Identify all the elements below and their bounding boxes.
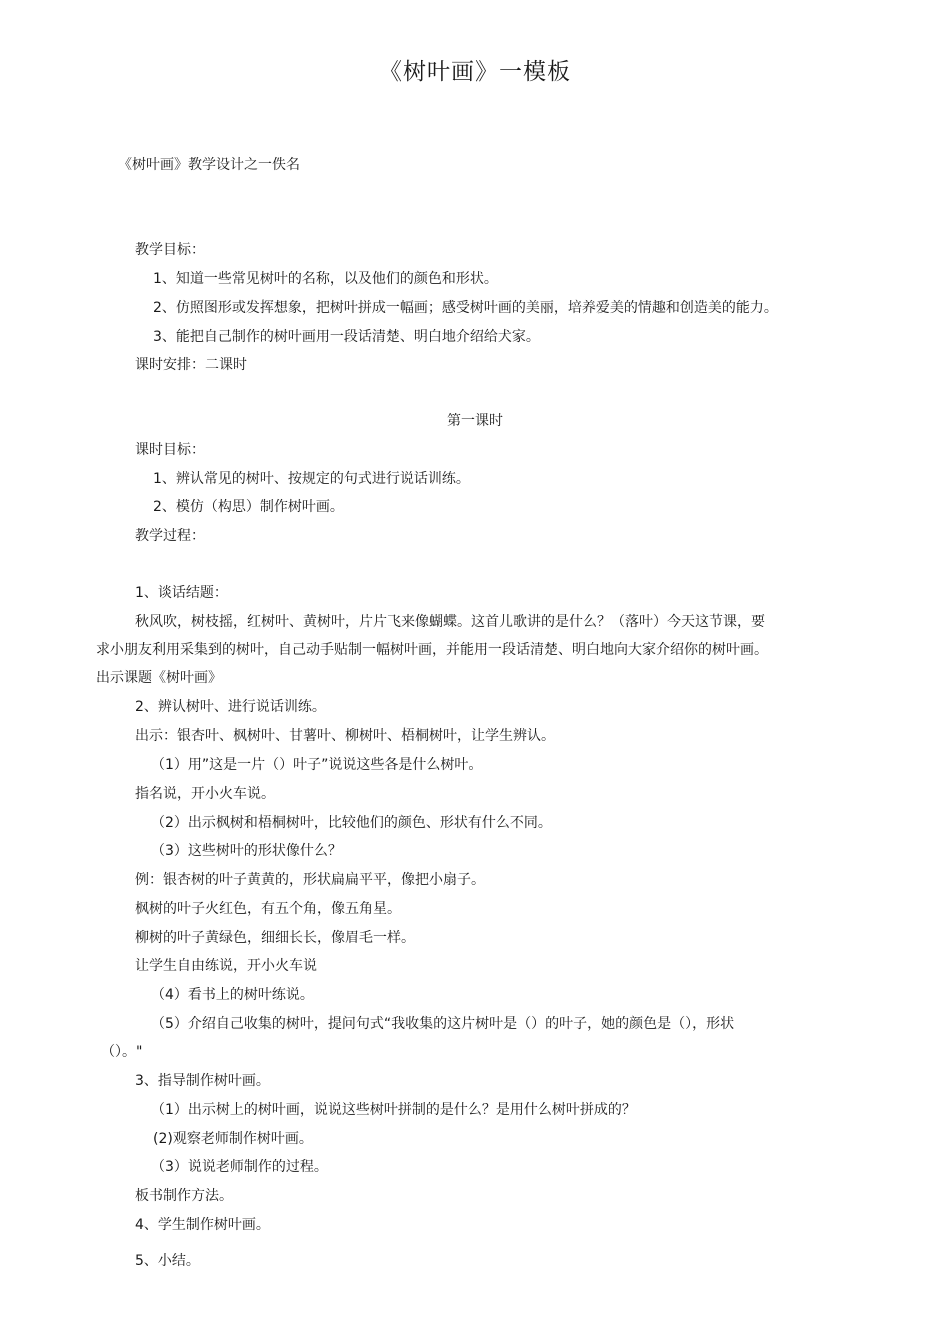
sub-item: （4）看书上的树叶练说。 (151, 987, 314, 1003)
sub-item: （2）出示枫树和梧桐树叶，比较他们的颜色、形状有什么不同。 (151, 815, 552, 831)
sub-item: （1）用”这是一片（）叶子”说说这些各是什么树叶。 (151, 757, 483, 773)
paragraph-line: 板书制作方法。 (135, 1188, 233, 1204)
section-heading-process: 教学过程： (135, 528, 205, 544)
paragraph-line: 秋风吹，树枝摇，红树叶、黄树叶，片片飞来像蝴蝶。这首儿歌讲的是什么？（落叶）今天这节课，要 (135, 614, 765, 630)
goal-item-1: 1、知道一些常见树叶的名称，以及他们的颜色和形状。 (153, 271, 498, 287)
step-5-heading: 5、小结。 (135, 1253, 200, 1269)
step-4-heading: 4、学生制作树叶画。 (135, 1217, 270, 1233)
sub-item: (2)观察老师制作树叶画。 (153, 1131, 313, 1147)
paragraph-line: 枫树的叶子火红色，有五个角，像五角星。 (135, 901, 401, 917)
lesson-goal-2: 2、模仿（构思）制作树叶画。 (153, 499, 344, 515)
sub-item: （5）介绍自己收集的树叶，提问句式“我收集的这片树叶是（）的叶子，她的颜色是（），形状 (151, 1016, 735, 1032)
paragraph-line: 让学生自由练说，开小火车说 (135, 958, 317, 974)
lesson-heading: 第一课时 (447, 413, 503, 429)
document-title: 《树叶画》一模板 (379, 59, 571, 85)
paragraph-line: 柳树的叶子黄绿色，细细长长，像眉毛一样。 (135, 930, 415, 946)
paragraph-line: （）。" (101, 1044, 143, 1060)
sub-item: （3）这些树叶的形状像什么？ (151, 843, 342, 859)
step-1-heading: 1、谈话结题： (135, 585, 228, 601)
sub-item: （3）说说老师制作的过程。 (151, 1159, 328, 1175)
goal-item-3: 3、能把自己制作的树叶画用一段话清楚、明白地介绍给犬家。 (153, 329, 540, 345)
section-heading-teaching-goals: 教学目标： (135, 242, 205, 258)
paragraph-line: 出示：银杏叶、枫树叶、甘薯叶、柳树叶、梧桐树叶，让学生辨认。 (135, 728, 555, 744)
paragraph-line: 出示课题《树叶画》 (96, 670, 222, 686)
document-subtitle: 《树叶画》教学设计之一佚名 (118, 157, 300, 173)
lesson-goal-1: 1、辨认常见的树叶、按规定的句式进行说话训练。 (153, 471, 470, 487)
paragraph-line: 指名说，开小火车说。 (135, 786, 275, 802)
step-2-heading: 2、辨认树叶、进行说话训练。 (135, 699, 326, 715)
schedule-line: 课时安排：二课时 (135, 357, 247, 373)
sub-item: （1）出示树上的树叶画，说说这些树叶拼制的是什么？是用什么树叶拼成的？ (151, 1102, 636, 1118)
paragraph-line: 求小朋友利用采集到的树叶，自己动手贴制一幅树叶画，并能用一段话清楚、明白地向大家介绍你的树叶画。 (96, 642, 768, 658)
step-3-heading: 3、指导制作树叶画。 (135, 1073, 270, 1089)
section-heading-lesson-goals: 课时目标： (135, 442, 205, 458)
goal-item-2: 2、仿照图形或发挥想象，把树叶拼成一幅画；感受树叶画的美丽，培养爱美的情趣和创造美的能力。 (153, 300, 778, 316)
paragraph-line: 例：银杏树的叶子黄黄的，形状扁扁平平，像把小扇子。 (135, 872, 485, 888)
